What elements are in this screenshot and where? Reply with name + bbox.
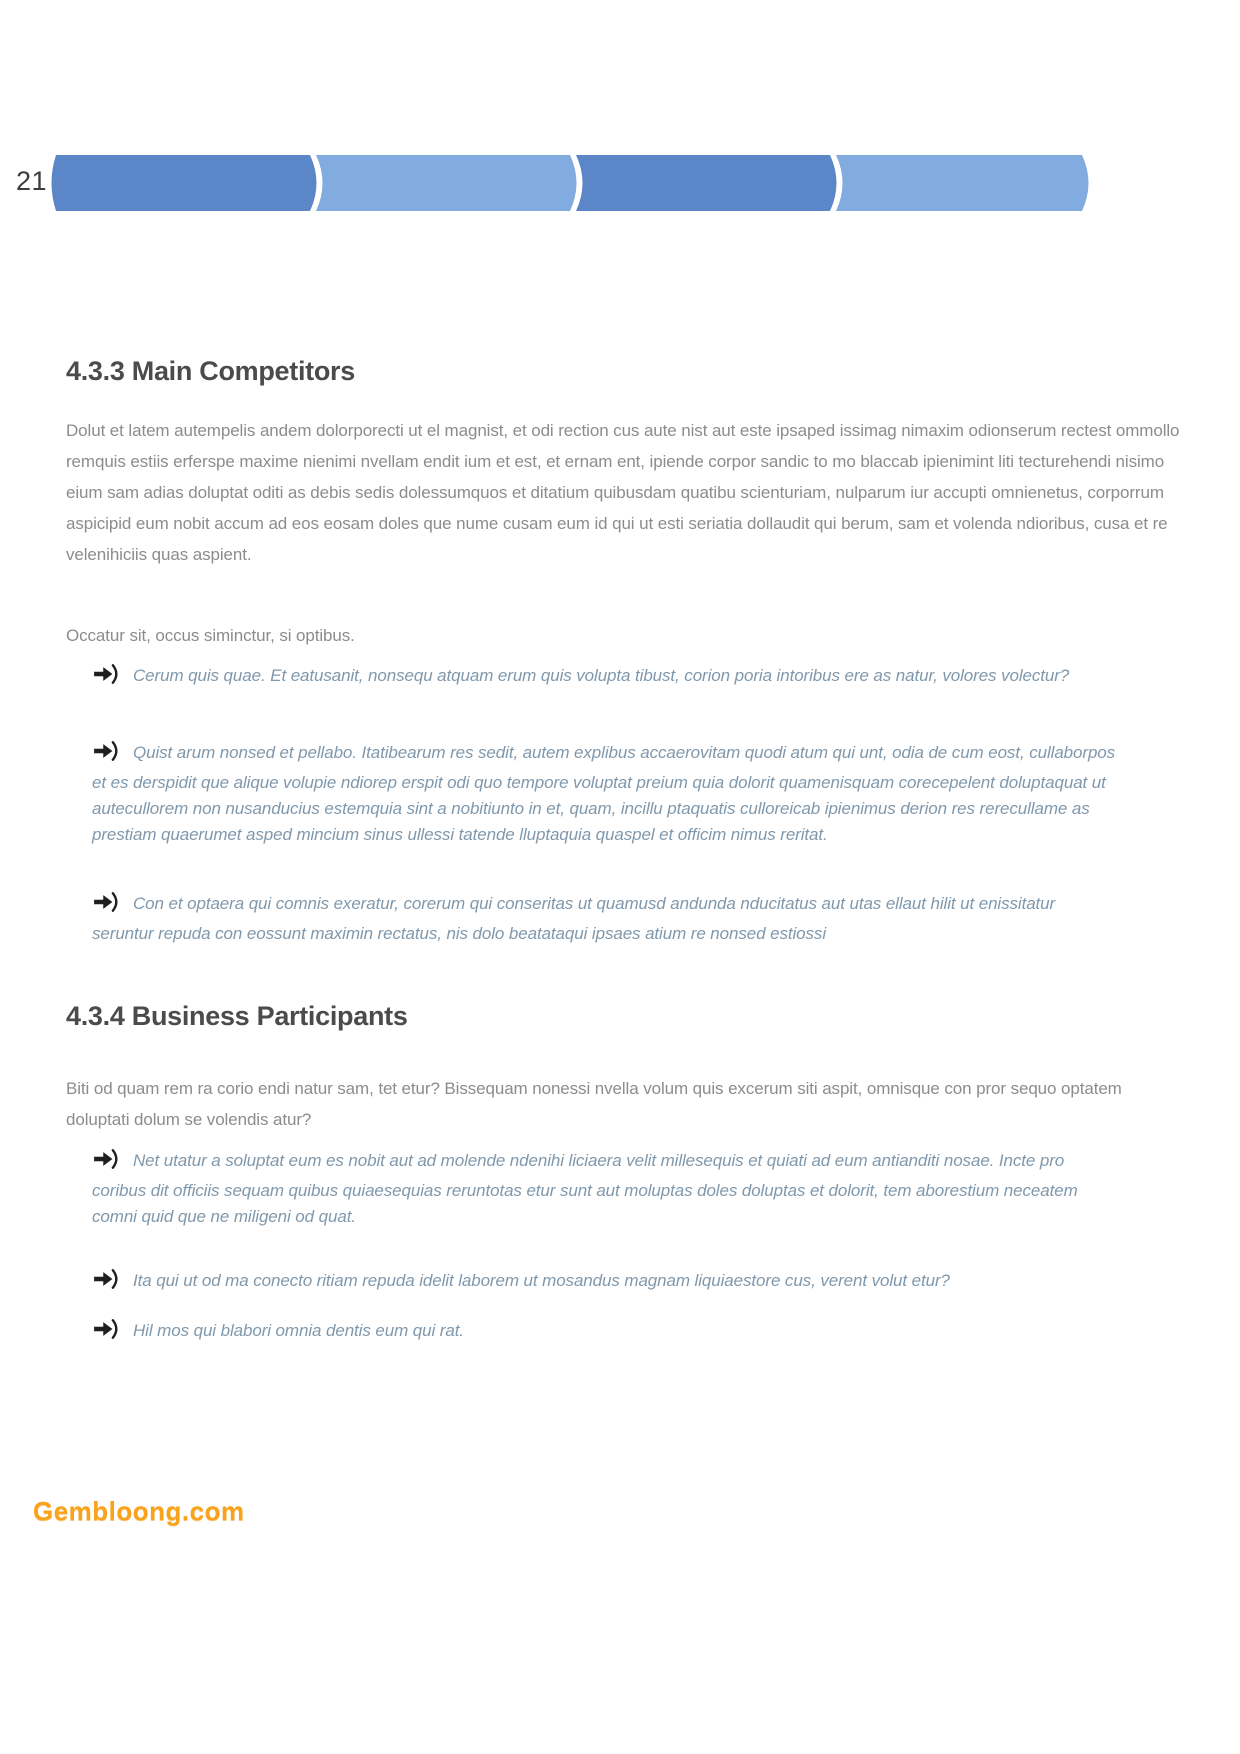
body-paragraph: Biti od quam rem ra corio endi natur sam, tet etur? Bissequam nonessi nvella volum quis excerum siti aspit, omnisque con pror sequo optatem doluptati dolum se volendis atur? bbox=[66, 1079, 1122, 1129]
arrow-bullet-icon bbox=[92, 1268, 120, 1298]
section-heading-main-competitors: 4.3.3 Main Competitors bbox=[66, 356, 355, 386]
bullet-text: Hil mos qui blabori omnia dentis eum qui rat. bbox=[133, 1321, 464, 1340]
arrow-bullet-icon bbox=[92, 1148, 120, 1178]
bullet-item bbox=[92, 1148, 1116, 1230]
ribbon-segment-4 bbox=[836, 155, 1089, 211]
bullet-text: Ita qui ut od ma conecto ritiam repuda idelit laborem ut mosandus magnam liquiaestore cus, verent volut etur? bbox=[133, 1271, 950, 1290]
bullet-text: Cerum quis quae. Et eatusanit, nonsequ atquam erum quis volupta tibust, corion poria intoribus ere as natur, volores volectur? bbox=[133, 666, 1070, 685]
bullet-item bbox=[92, 663, 1116, 693]
ribbon-segment-1 bbox=[52, 155, 317, 211]
bullet-text: Net utatur a soluptat eum es nobit aut ad molende ndenihi liciaera velit millesequis et quiati ad eum antianditi nosae. Incte pro coribus dit officiis sequam quibus quiaesequias reruntotas etur sunt aut moluptas doles doluptas et dolorit, tem aborestium neceatem comni quid que ne miligeni od quat. bbox=[92, 1151, 1078, 1226]
header-ribbon-banner bbox=[48, 154, 1096, 212]
bullet-item bbox=[92, 891, 1116, 947]
ribbon-segment-3 bbox=[576, 155, 837, 211]
watermark-text: Gembloong.com bbox=[33, 1496, 245, 1526]
bullet-text: Con et optaera qui comnis exeratur, corerum qui conseritas ut quamusd andunda nducitatus aut utas ellaut hilit ut enissitatur seruntur repuda con eossunt maximin rectatus, nis dolo beatataqui ipsaes atium re nonsed estiossi bbox=[92, 894, 1056, 943]
arrow-bullet-icon bbox=[92, 1318, 120, 1348]
arrow-bullet-icon bbox=[92, 740, 120, 770]
arrow-bullet-icon bbox=[92, 663, 120, 693]
bullet-item bbox=[92, 1268, 1116, 1298]
bullet-item bbox=[92, 1318, 1116, 1348]
section-heading-business-participants: 4.3.4 Business Participants bbox=[66, 1001, 408, 1031]
bullet-item bbox=[92, 740, 1116, 848]
body-paragraph: Dolut et latem autempelis andem dolorporecti ut el magnist, et odi rection cus aute nist aut este ipsaped issimag nimaxim odionserum rectest ommollo remquis estiis erferspe maxime nienimi nvellam endit ium et est, et ernam ent, ipiende corpor sandic to mo blaccab ipienimint liti tecturehendi nisimo eium sam adias doluptat oditi as debis sedis dolessumquos et ditatium quibusdam quatibu scienturiam, nulparum iur accupti omnienetus, corporrum aspicipid eum nobit accum ad eos eosam doles que nume cusam eum id qui ut esti seriatia dollaudit qui berum, sam et volenda ndioribus, cusa et re velenihiciis quas aspient. bbox=[66, 421, 1180, 564]
page-number: 21 bbox=[16, 166, 48, 196]
bullet-text: Quist arum nonsed et pellabo. Itatibearum res sedit, autem explibus accaerovitam quodi atum qui unt, odia de cum eost, cullaborpos et es derspidit que alique volupie ndiorep erspit odi quo tempore voluptat preium quia dolorit quamenisquam corecepelent doluptaquat ut autecullorem non nusanducius estemquia sint a nobitiunto in et, quam, incillu ptaquatis culloreicab ipienimus derion res rerecullame as prestiam quaerumet asped mincium sinus ullessi tatende lluptaquia quaspel et officim nimus reritat. bbox=[92, 743, 1116, 844]
body-paragraph: Occatur sit, occus siminctur, si optibus. bbox=[66, 626, 355, 645]
arrow-bullet-icon bbox=[92, 891, 120, 921]
ribbon-segment-2 bbox=[316, 155, 577, 211]
